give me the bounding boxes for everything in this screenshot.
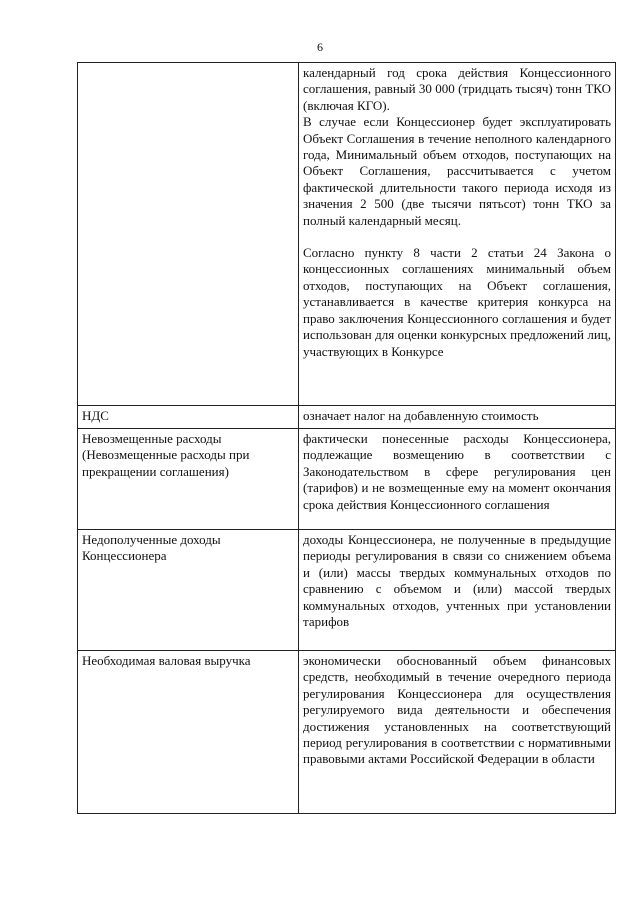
table-row	[78, 429, 616, 530]
page-number: 6	[317, 40, 323, 54]
table-row	[78, 406, 616, 429]
definition-unreimbursed-expenses: фактически понесенные расходы Концессионера, подлежащие возмещению в соответствии с Законодательством в сфере регулирования цен (тарифов) и не возмещенные ему на момент окончания срока действия Концессионного соглашения	[299, 429, 616, 530]
table-row	[78, 63, 616, 406]
definition-paragraph: В случае если Концессионер будет эксплуатировать Объект Соглашения в течение неполного календарного года, Минимальный объем отходов, поступающих на Объект Соглашения, рассчитывается с учетом фактической длительности такого периода исходя из значения 2 500 (две тысячи пятьсот) тонн ТКО за полный календарный месяц.	[303, 114, 611, 228]
definition-required-gross-revenue: экономически обоснованный объем финансовых средств, необходимый в течение очередного периода регулирования Концессионера для осуществления регулируемого вида деятельности и обеспечения достижения установленных на соответствующий период регулирования в соответствии с нормативными правовыми актами Российской Федерации в области	[299, 651, 616, 814]
definitions-table	[77, 62, 616, 814]
definition-paragraph: Согласно пункту 8 части 2 статьи 24 Закона о концессионных соглашениях минимальный объем отходов, поступающих на Объект соглашения, устанавливается в качестве критерия конкурса на право заключения Концессионного соглашения и будет использован для оценки конкурсных предложений лиц, участвующих в Конкурсе	[303, 245, 611, 359]
term-cell-empty	[78, 63, 299, 406]
term-lost-income: Недополученные доходы Концессионера	[78, 530, 299, 651]
table-row	[78, 530, 616, 651]
definition-cell	[299, 63, 616, 406]
definition-lost-income: доходы Концессионера, не полученные в предыдущие периоды регулирования в связи со снижением объема и (или) массы твердых коммунальных отходов по сравнению с объемом и (или) массой твердых коммунальных отходов, учтенных при установлении тарифов	[299, 530, 616, 651]
term-nds: НДС	[78, 406, 299, 429]
term-required-gross-revenue: Необходимая валовая выручка	[78, 651, 299, 814]
term-unreimbursed-expenses: Невозмещенные расходы (Невозмещенные расходы при прекращении соглашения)	[78, 429, 299, 530]
definition-nds: означает налог на добавленную стоимость	[299, 406, 616, 429]
definition-paragraph: календарный год срока действия Концессионного соглашения, равный 30 000 (тридцать тысяч) тонн ТКО (включая КГО).	[303, 65, 611, 113]
table-row	[78, 651, 616, 814]
